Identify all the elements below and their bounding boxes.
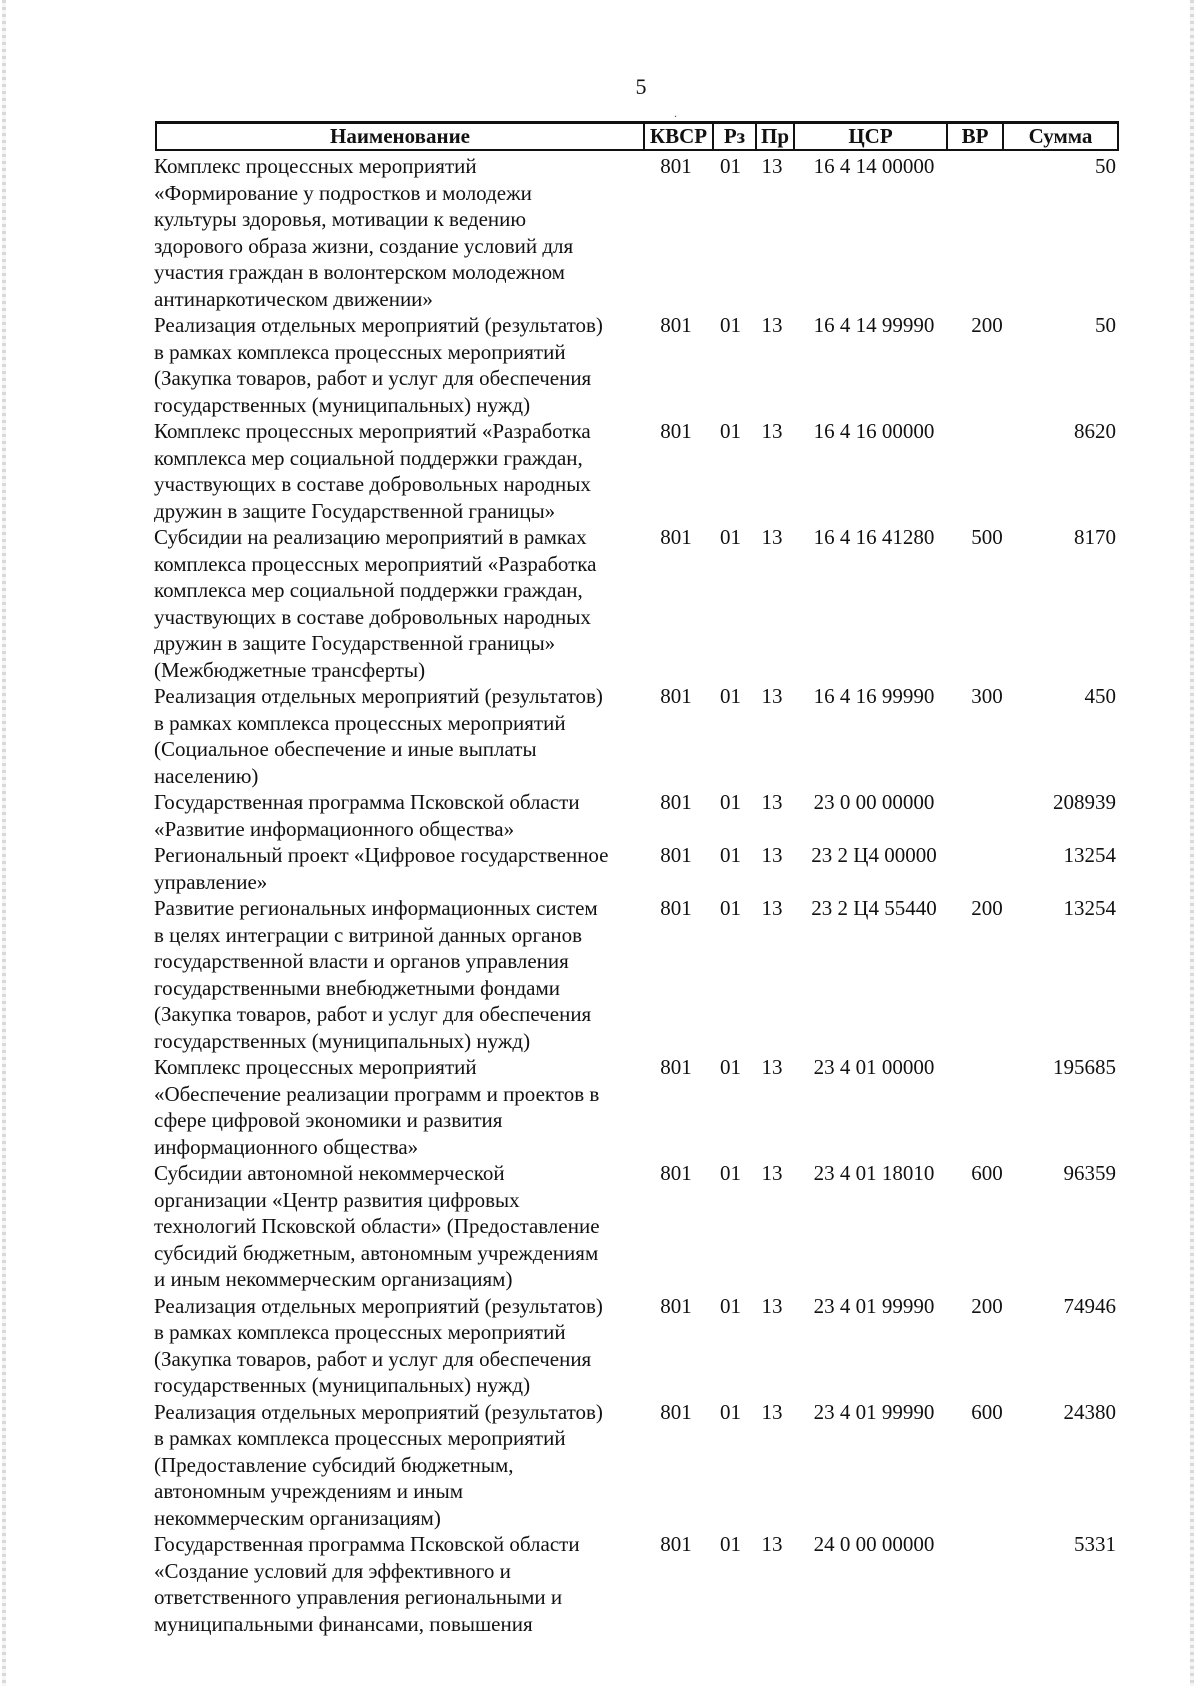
row-rz: 01	[720, 790, 741, 814]
row-csr: 23 4 01 00000	[813, 1055, 935, 1079]
row-csr: 24 0 00 00000	[813, 1532, 935, 1556]
row-vr: 600	[971, 1161, 1003, 1185]
row-pr: 13	[761, 790, 783, 814]
table-row	[0, 1399, 1200, 1532]
row-rz: 01	[720, 1293, 741, 1318]
row-kvsr: 801	[660, 684, 692, 708]
row-rz: 01	[720, 684, 741, 708]
table-row	[0, 683, 1200, 789]
row-rz: 01	[720, 525, 741, 549]
row-kvsr: 801	[660, 419, 692, 443]
row-rz: 01	[720, 1532, 741, 1556]
row-name: Развитие региональных информационных систем в целях интеграции с витриной данных органов государственной власти и органов управления государственными внебюджетными фондами (Закупка товаров, работ и услуг для обеспечения государственных (муниципальных) нужд)	[154, 896, 598, 1053]
row-sum: 13254	[1063, 896, 1116, 920]
row-csr: 16 4 14 00000	[813, 154, 935, 178]
row-csr: 16 4 16 99990	[813, 684, 935, 708]
row-kvsr: 801	[660, 525, 692, 549]
header-kvsr: КВСР	[643, 124, 712, 149]
row-kvsr: 801	[660, 843, 692, 867]
row-pr: 13	[761, 684, 783, 708]
row-kvsr: 801	[660, 154, 692, 178]
table-body	[0, 153, 1200, 1637]
row-csr: 23 0 00 00000	[813, 790, 935, 814]
row-name: Комплекс процессных мероприятий «Формирование у подростков и молодежи культуры здоровья, мотивации к ведению здорового образа жизни, создание условий для участия граждан в волонтерском молодежном антинаркотическом движении»	[154, 154, 574, 311]
row-csr: 16 4 16 00000	[813, 419, 935, 443]
row-sum: 24380	[1063, 1399, 1116, 1424]
row-csr: 23 2 Ц4 55440	[811, 896, 937, 920]
row-pr: 13	[761, 843, 783, 867]
row-sum: 195685	[1053, 1055, 1116, 1079]
row-kvsr: 801	[660, 1055, 692, 1079]
row-pr: 13	[761, 419, 783, 443]
row-pr: 13	[761, 1055, 783, 1079]
row-csr: 23 4 01 18010	[813, 1161, 935, 1185]
row-vr: 300	[971, 684, 1003, 708]
table-row	[0, 789, 1200, 842]
row-vr: 200	[971, 313, 1003, 337]
table-row	[0, 524, 1200, 683]
row-rz: 01	[720, 1399, 741, 1424]
row-kvsr: 801	[660, 790, 692, 814]
row-sum: 450	[1084, 684, 1116, 708]
row-rz: 01	[720, 1055, 741, 1079]
row-sum: 208939	[1053, 790, 1116, 814]
table-header	[155, 121, 1119, 151]
header-name: Наименование	[330, 124, 470, 148]
header-rz: Рз	[712, 124, 755, 149]
row-sum: 13254	[1063, 843, 1116, 867]
row-name: Комплекс процессных мероприятий «Обеспечение реализации программ и проектов в сфере цифровой экономики и развития информационного общества»	[154, 1055, 600, 1159]
row-pr: 13	[761, 896, 783, 920]
table-row	[0, 842, 1200, 895]
row-csr: 16 4 16 41280	[813, 525, 935, 549]
row-pr: 13	[761, 1399, 783, 1424]
table-row	[0, 1293, 1200, 1399]
row-name: Региональный проект «Цифровое государственное управление»	[154, 843, 609, 894]
row-kvsr: 801	[660, 1532, 692, 1556]
row-csr: 23 4 01 99990	[813, 1293, 935, 1318]
row-name: Реализация отдельных мероприятий (результатов) в рамках комплекса процессных мероприятий (Социальное обеспечение и иные выплаты населению)	[154, 684, 603, 788]
row-sum: 50	[1095, 313, 1116, 337]
row-rz: 01	[720, 419, 741, 443]
row-pr: 13	[761, 313, 783, 337]
row-sum: 50	[1095, 154, 1116, 178]
row-kvsr: 801	[660, 313, 692, 337]
row-name: Субсидии автономной некоммерческой организации «Центр развития цифровых технологий Псковской области» (Предоставление субсидий бюджетным, автономным учреждениям и иным некоммерческим организациям)	[154, 1161, 600, 1291]
table-row	[0, 312, 1200, 418]
table-row	[0, 1160, 1200, 1293]
row-sum: 74946	[1063, 1293, 1116, 1318]
table-row	[0, 1531, 1200, 1637]
header-sum: Сумма	[1002, 124, 1117, 149]
row-vr: 200	[971, 896, 1003, 920]
table-row	[0, 1054, 1200, 1160]
row-rz: 01	[720, 896, 741, 920]
row-sum: 5331	[1074, 1532, 1116, 1556]
row-kvsr: 801	[660, 1161, 692, 1185]
row-rz: 01	[720, 154, 741, 178]
row-pr: 13	[761, 1161, 783, 1185]
row-sum: 8170	[1074, 525, 1116, 549]
row-name: Реализация отдельных мероприятий (результатов) в рамках комплекса процессных мероприятий (Закупка товаров, работ и услуг для обеспечения государственных (муниципальных) нужд)	[154, 313, 603, 417]
row-rz: 01	[720, 1161, 741, 1185]
row-sum: 96359	[1063, 1161, 1116, 1185]
row-kvsr: 801	[660, 1399, 692, 1424]
row-vr: 200	[971, 1293, 1003, 1318]
row-name: Комплекс процессных мероприятий «Разработка комплекса мер социальной поддержки граждан, участвующих в составе добровольных народных дружин в защите Государственной границы»	[154, 419, 591, 523]
row-rz: 01	[720, 313, 741, 337]
row-sum: 8620	[1074, 419, 1116, 443]
row-pr: 13	[761, 154, 783, 178]
scan-dot: .	[674, 106, 677, 120]
row-rz: 01	[720, 843, 741, 867]
row-kvsr: 801	[660, 896, 692, 920]
header-vr: ВР	[946, 124, 1002, 149]
row-csr: 23 4 01 99990	[813, 1399, 935, 1424]
table-row	[0, 895, 1200, 1054]
row-vr: 500	[971, 525, 1003, 549]
header-pr: Пр	[755, 124, 793, 149]
row-name: Реализация отдельных мероприятий (результатов) в рамках комплекса процессных мероприятий (Предоставление субсидий бюджетным, автономным учреждениям и иным некоммерческим организациям)	[154, 1399, 603, 1530]
row-name: Государственная программа Псковской области «Развитие информационного общества»	[154, 790, 580, 841]
row-pr: 13	[761, 1532, 783, 1556]
page-number: 5	[635, 74, 647, 99]
row-pr: 13	[761, 525, 783, 549]
row-vr: 600	[971, 1399, 1003, 1424]
row-kvsr: 801	[660, 1293, 692, 1318]
row-csr: 23 2 Ц4 00000	[811, 843, 937, 867]
row-name: Государственная программа Псковской области «Создание условий для эффективного и ответственного управления региональными и муниципальными финансами, повышения	[154, 1532, 580, 1636]
table-row	[0, 418, 1200, 524]
header-csr: ЦСР	[793, 124, 946, 149]
row-csr: 16 4 14 99990	[813, 313, 935, 337]
row-name: Реализация отдельных мероприятий (результатов) в рамках комплекса процессных мероприятий (Закупка товаров, работ и услуг для обеспечения государственных (муниципальных) нужд)	[154, 1293, 603, 1397]
table-row	[0, 153, 1200, 312]
row-name: Субсидии на реализацию мероприятий в рамках комплекса процессных мероприятий «Разработка комплекса мер социальной поддержки граждан, участвующих в составе добровольных народных дружин в защите Государственной границы» (Межбюджетные трансферты)	[154, 525, 597, 682]
row-pr: 13	[761, 1293, 783, 1318]
